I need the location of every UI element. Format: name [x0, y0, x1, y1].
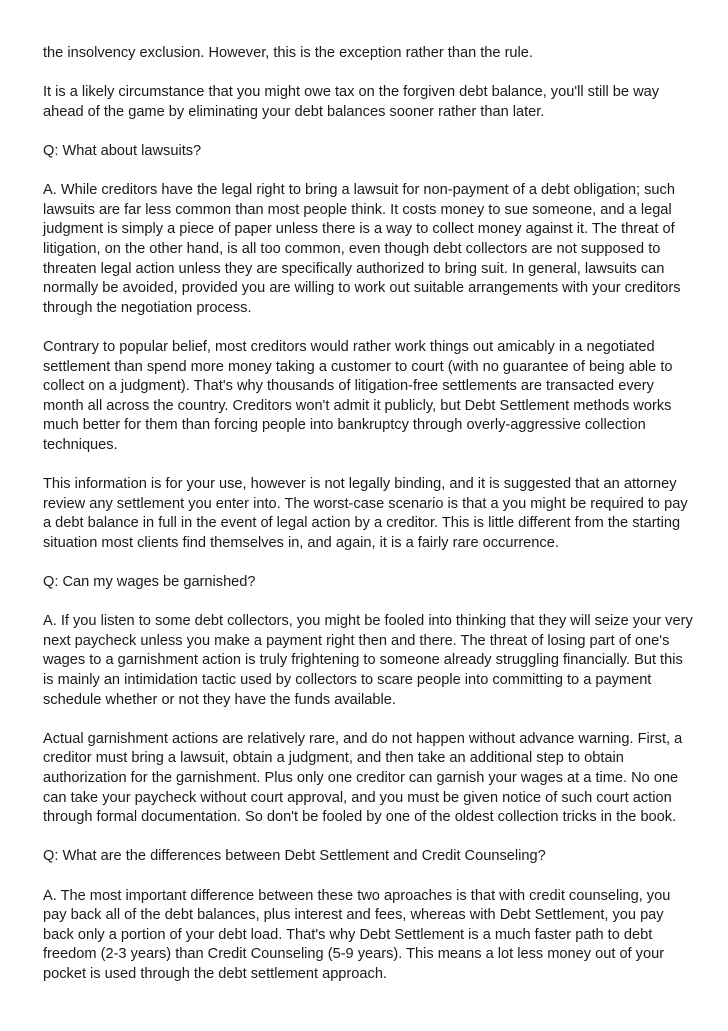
- question-lawsuits: Q: What about lawsuits?: [43, 142, 202, 159]
- paragraph-negotiated-settlement: Contrary to popular belief, most creditors would rather work things out amicably in a negotiated settlement than spend more money taking a customer to court (with no guarantee of being able to collect on a judgment). That's why thousands of litigation-free settlements are transacted every month all across the country. Creditors won't admit it publicly, but Debt Settlement methods works much better for them than forcing people into bankruptcy through overly-aggressive collection techniques.: [43, 338, 673, 453]
- answer-wage-garnishment: A. If you listen to some debt collectors, you might be fooled into thinking that they will seize your very next paycheck unless you make a payment right then and there. The threat of losing part of one's wages to a garnishment action is truly frightening to someone already struggling financially. But this is mainly an intimidation tactic used by collectors to scare people into committing to a payment schedule whether or not they have the funds available.: [43, 613, 693, 708]
- paragraph-insolvency-exclusion: the insolvency exclusion. However, this is the exception rather than the rule.: [43, 45, 533, 61]
- question-wage-garnishment: Q: Can my wages be garnished?: [43, 574, 256, 591]
- paragraph-garnishment-actions: Actual garnishment actions are relatively rare, and do not happen without advance warning. First, a creditor must bring a lawsuit, obtain a judgment, and then take an additional step to obtain authorization for the garnishment. Plus only one creditor can garnish your wages at a time. No one can take your paycheck without court approval, and you must be given notice of such court action through formal documentation. So don't be fooled by one of the oldest collection tricks in the book.: [43, 730, 683, 826]
- document-page: [43, 44, 693, 1004]
- answer-lawsuits: A. While creditors have the legal right to bring a lawsuit for non-payment of a debt obligation; such lawsuits are far less common than most people think. It costs money to sue someone, and a legal judgment is simply a piece of paper unless there is a way to collect money against it. The threat of litigation, on the other hand, is all too common, even though debt collectors are not supposed to threaten legal action unless they are specifically authorized to bring suit. In general, lawsuits can normally be avoided, provided you are willing to work out suitable arrangements with your creditors through the negotiation process.: [43, 182, 681, 316]
- answer-settlement-vs-counseling: A. The most important difference between these two aproaches is that with credit counseling, you pay back all of the debt balances, plus interest and fees, whereas with Debt Settlement, you pay back only a portion of your debt load. That's why Debt Settlement is a much faster path to debt freedom (2-3 years) than Credit Counseling (5-9 years). This means a lot less money out of your pocket is used through the debt settlement approach.: [43, 887, 671, 982]
- question-settlement-vs-counseling: Q: What are the differences between Debt Settlement and Credit Counseling?: [43, 848, 546, 865]
- paragraph-legal-disclaimer: This information is for your use, however is not legally binding, and it is suggested that an attorney review any settlement you enter into. The worst-case scenario is that a you might be required to pay a debt balance in full in the event of legal action by a creditor. This is little different from the starting situation most clients find themselves in, and again, it is a fairly rare occurrence.: [43, 476, 688, 551]
- paragraph-forgiven-debt-tax: It is a likely circumstance that you might owe tax on the forgiven debt balance, you'll still be way ahead of the game by eliminating your debt balances sooner rather than later.: [43, 84, 660, 120]
